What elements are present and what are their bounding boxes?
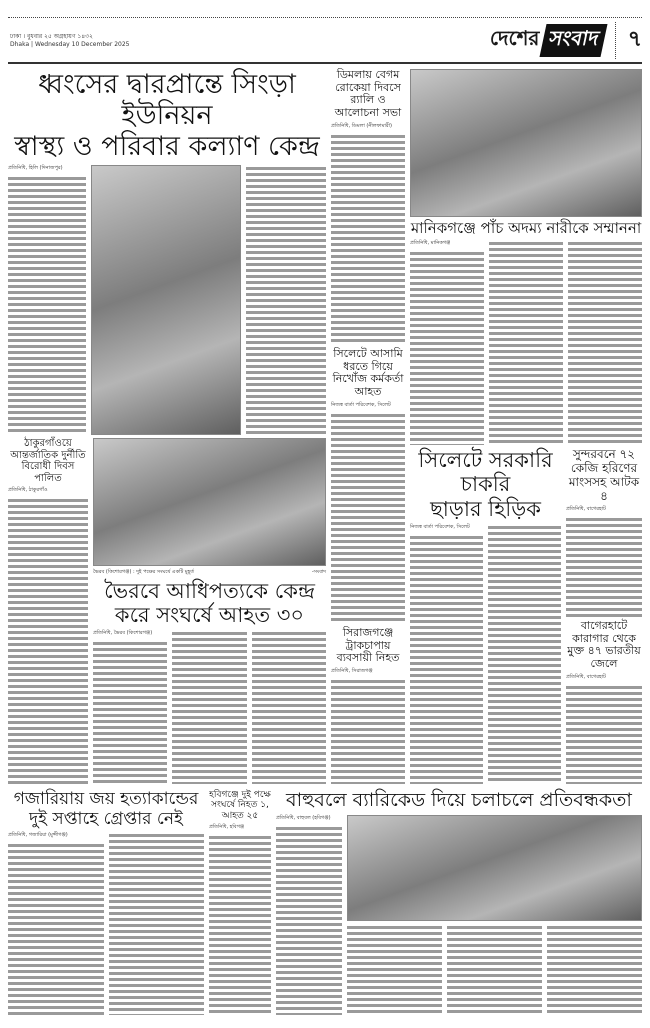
- lead-col-2: [246, 165, 326, 435]
- gazaria-byline: প্রতিনিধি, গজারিয়া (মুন্সীগঞ্জ): [8, 832, 68, 839]
- bhairab-body-col-3: [252, 630, 326, 784]
- gazaria-body-col-1: [8, 842, 104, 1015]
- manikganj-body-col-2: [489, 240, 563, 445]
- bhairab-col-1: [93, 630, 167, 784]
- newspaper-page: [0, 17, 650, 1021]
- sirajganj-byline: প্রতিনিধি, সিরাজগঞ্জ: [331, 667, 373, 674]
- masthead: [8, 18, 642, 62]
- manikganj-photo: [410, 69, 642, 217]
- sylhet-jobs-headline-line-2: ছাড়ার হিড়িক: [430, 496, 541, 521]
- sylhet-jobs-col-1: [410, 524, 483, 784]
- bagerhat-byline: প্রতিনিধি, বাগেরহাট: [566, 673, 606, 680]
- manikganj-body-row: [410, 240, 642, 445]
- bahubal-body-col-1: [276, 825, 342, 1015]
- sundarban-headline[interactable]: সুন্দরবনে ৭২ কেজি হরিণের মাংসসহ আটক ৪: [568, 447, 640, 503]
- manikganj-col-2: [489, 240, 563, 445]
- sylhet-jobs-body-col-1: [410, 534, 483, 784]
- bottom-band: [8, 790, 642, 1015]
- date-bengali: ঢাকা । বুধবার ২৫ অগ্রহায়ণ ১৪৩২: [10, 32, 93, 40]
- sylhet-police-byline: নিজস্ব বার্তা পরিবেশক, সিলেট: [331, 401, 391, 408]
- lead-byline: প্রতিনিধি, হিলি (দিনাজপুর): [8, 165, 63, 172]
- sundarban-body: [566, 516, 642, 617]
- manikganj-headline[interactable]: মানিকগঞ্জে পাঁচ অদম্য নারীকে সম্মাননা: [410, 219, 642, 237]
- bhairab-caption-credit: -সংবাদ: [311, 569, 326, 576]
- sylhet-jobs-headline[interactable]: [410, 448, 561, 520]
- middle-column: [331, 69, 405, 784]
- sirajganj-headline[interactable]: সিরাজগঞ্জে ট্রাকচাপায় ব্যবসায়ী নিহত: [336, 625, 400, 665]
- gazaria-body-row: [8, 832, 204, 1015]
- date-english: Dhaka | Wednesday 10 December 2025: [10, 40, 130, 48]
- thakurgaon-byline: প্রতিনিধি, ঠাকুরগাঁও: [8, 487, 48, 494]
- bahubal-headline[interactable]: বাহুবলে ব্যারিকেড দিয়ে চলাচলে প্রতিবন্ধকতা: [286, 789, 632, 811]
- bagerhat-headline[interactable]: বাগেরহাটে কারাগার থেকে মুক্ত ৪৭ ভারতীয় জেলে: [567, 618, 641, 670]
- bhairab-headline-line-1: ভৈরবে আধিপত্যকে কেন্দ্র: [104, 579, 315, 604]
- bagerhat-body: [566, 684, 642, 785]
- far-right-column: [566, 448, 642, 784]
- gazaria-article: [8, 790, 204, 1015]
- top-band: [8, 69, 642, 784]
- habiganj-byline: প্রতিনিধি, হবিগঞ্জ: [209, 824, 245, 831]
- section-logo-part-2: সংবাদ: [540, 24, 608, 57]
- manikganj-body-col-3: [568, 240, 642, 445]
- lead-col-1: [8, 165, 86, 435]
- lead-body-col-1: [8, 175, 86, 435]
- bahubal-body-col-3: [447, 924, 542, 1015]
- manikganj-body-col-1: [410, 250, 484, 445]
- bhairab-article: [93, 438, 326, 784]
- manikganj-byline: প্রতিনিধি, মানিকগঞ্জ: [410, 240, 451, 247]
- bahubal-byline: প্রতিনিধি, বাহুবল (হবিগঞ্জ): [276, 814, 331, 821]
- bhairab-body-col-1: [93, 640, 167, 784]
- bhairab-caption: [93, 569, 326, 576]
- habiganj-article: [209, 790, 271, 1015]
- section-logo: [490, 24, 605, 57]
- sundarban-byline: প্রতিনিধি, বাগেরহাট: [566, 506, 606, 513]
- gazaria-col-1: [8, 832, 104, 1015]
- bhairab-col-2: [172, 630, 246, 784]
- bhairab-caption-text: ভৈরব (কিশোরগঞ্জ) : দুই পক্ষের সংঘর্ষে একটি মুহূর্ত: [93, 569, 194, 576]
- thakurgaon-body: [8, 497, 88, 784]
- sylhet-jobs-headline-line-1: সিলেটে সরকারি চাকরি: [418, 448, 553, 497]
- gazaria-body-col-2: [109, 832, 205, 1015]
- right-region: [410, 69, 642, 784]
- left-lower-row: [8, 438, 326, 784]
- bhairab-byline: প্রতিনিধি, ভৈরব (কিশোরগঞ্জ): [93, 630, 153, 637]
- sylhet-jobs-body-col-2: [488, 524, 561, 784]
- bhairab-body-row: [93, 630, 326, 784]
- bhairab-photo: [93, 438, 326, 566]
- habiganj-headline[interactable]: হবিগঞ্জে দুই পক্ষে সংঘর্ষে নিহত ১, আহত ২৫: [209, 790, 271, 821]
- gazaria-headline[interactable]: [8, 790, 204, 829]
- bhairab-headline-line-2: করে সংঘর্ষে আহত ৩০: [114, 603, 305, 628]
- sylhet-jobs-col-2: [488, 524, 561, 784]
- bahubal-body-row: [276, 815, 642, 1015]
- bahubal-photo: [347, 815, 642, 921]
- lead-headline-line-1: ধ্বংসের দ্বারপ্রান্তে সিংড়া ইউনিয়ন: [38, 69, 296, 132]
- masthead-rule: [8, 62, 642, 64]
- thakurgaon-headline[interactable]: ঠাকুরগাঁওয়ে আন্তর্জাতিক দুর্নীতি বিরোধী দিবস পালিত: [10, 438, 86, 484]
- gazaria-headline-line-1: গজারিয়ায় জয় হত্যাকান্ডের: [13, 789, 199, 809]
- dateline: [10, 33, 480, 49]
- left-region: [8, 69, 326, 784]
- right-lower-row: [410, 448, 642, 784]
- page-number: ৭: [615, 22, 642, 59]
- manikganj-col-1: [410, 240, 484, 445]
- bhairab-body-col-2: [172, 630, 246, 784]
- bahubal-right: [347, 815, 642, 1015]
- gazaria-headline-line-2: দুই সপ্তাহে গ্রেপ্তার নেই: [29, 808, 183, 829]
- dimla-byline: প্রতিনিধি, ডিমলা (নীলফামারী): [331, 122, 392, 129]
- bahubal-lower-row: [347, 924, 642, 1015]
- bhairab-headline[interactable]: [93, 579, 326, 627]
- habiganj-body: [209, 834, 271, 1015]
- sylhet-police-body: [331, 412, 405, 624]
- lead-photo: [91, 165, 241, 435]
- bahubal-col-1: [276, 815, 342, 1015]
- manikganj-col-3: [568, 240, 642, 445]
- lead-body-col-2: [246, 165, 326, 435]
- lead-headline-line-2: স্বাস্থ্য ও পরিবার কল্যাণ কেন্দ্র: [14, 131, 320, 163]
- lead-body-row: [8, 165, 326, 435]
- sylhet-jobs-article: [410, 448, 561, 784]
- sylhet-police-headline[interactable]: সিলেটে আসামি ধরতে গিয়ে নিখোঁজ কর্মকর্তা আহত: [332, 346, 404, 398]
- thakurgaon-article: [8, 438, 88, 784]
- sirajganj-body: [331, 678, 405, 784]
- dimla-body: [331, 133, 405, 345]
- sylhet-jobs-body-row: [410, 524, 561, 784]
- bahubal-body-col-4: [547, 924, 642, 1015]
- sylhet-jobs-byline: নিজস্ব বার্তা পরিবেশক, সিলেট: [410, 523, 470, 530]
- lead-headline[interactable]: [8, 69, 326, 162]
- bahubal-article: [276, 790, 642, 1015]
- bhairab-col-3: [252, 630, 326, 784]
- section-logo-part-1: দেশের: [489, 26, 540, 50]
- gazaria-col-2: [109, 832, 205, 1015]
- bahubal-body-col-2: [347, 924, 442, 1015]
- dimla-headline[interactable]: ডিমলায় বেগম রোকেয়া দিবসে র‍্যালি ও আলোচনা সভা: [334, 68, 402, 119]
